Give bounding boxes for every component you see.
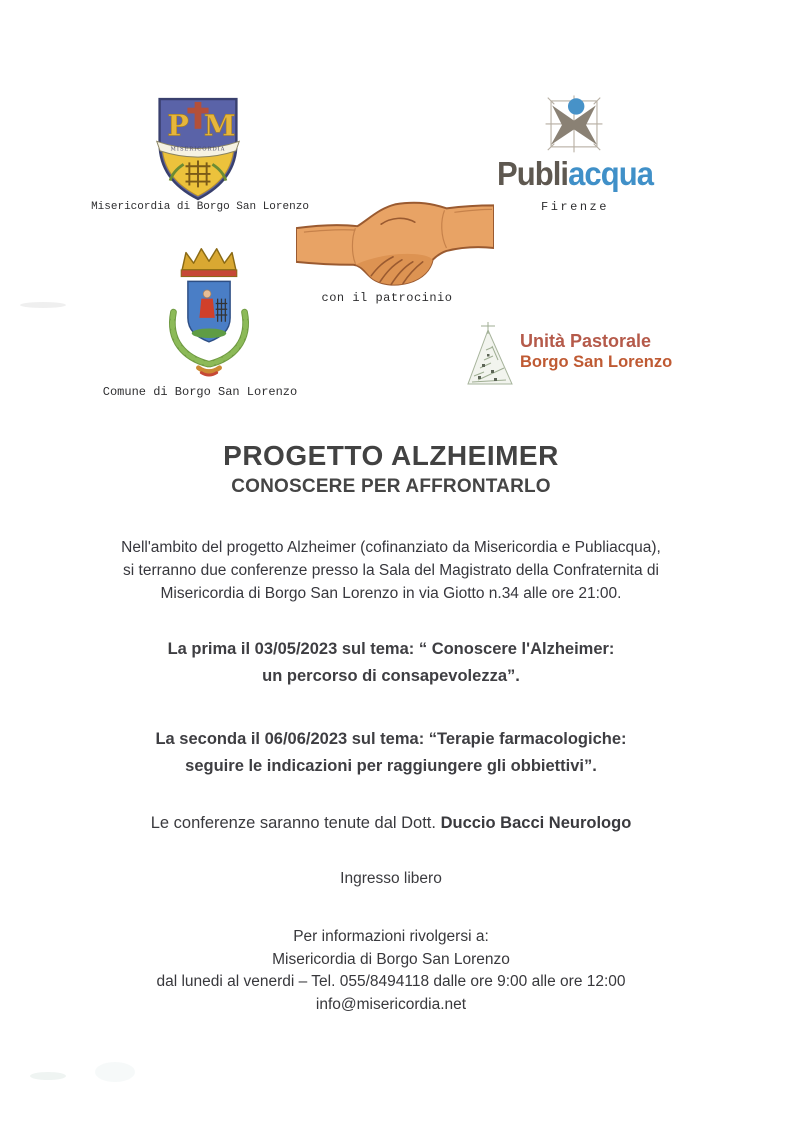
speaker-line bbox=[10, 814, 772, 833]
publiacqua-word-blue: acqua bbox=[568, 155, 654, 192]
publiacqua-logo-icon bbox=[539, 92, 609, 158]
patronage-label: con il patrocinio bbox=[321, 291, 453, 305]
unita-pastorale-line1: Unità Pastorale bbox=[520, 331, 652, 351]
scan-artifact bbox=[95, 1062, 135, 1082]
unita-pastorale-line2: Borgo San Lorenzo bbox=[520, 353, 673, 371]
misericordia-caption: Misericordia di Borgo San Lorenzo bbox=[91, 201, 309, 213]
misericordia-logo-icon bbox=[150, 95, 246, 201]
speaker-name: Duccio Bacci Neurologo bbox=[440, 814, 632, 832]
svg-text:P: P bbox=[167, 108, 189, 143]
conference1-paragraph bbox=[10, 636, 772, 690]
comune-logo-icon bbox=[156, 243, 262, 387]
contact-line-3: dal lunedi al venerdi – Tel. 055/8494118 dalle ore 9:00 alle ore 12:00 bbox=[156, 973, 626, 990]
intro-paragraph bbox=[10, 536, 772, 605]
publiacqua-wordmark bbox=[476, 155, 673, 193]
intro-line-2: si terranno due conferenze presso la Sala del Magistrato della Confraternita di bbox=[123, 562, 659, 579]
page-subtitle: CONOSCERE PER AFFRONTARLO bbox=[231, 476, 551, 497]
handshake-image bbox=[296, 196, 494, 292]
conference2-line-1: La seconda il 06/06/2023 sul tema: “Terapie farmacologiche: bbox=[155, 730, 627, 748]
contact-line-2: Misericordia di Borgo San Lorenzo bbox=[272, 950, 510, 968]
free-entry-label: Ingresso libero bbox=[340, 870, 442, 887]
unita-pastorale-logo-icon bbox=[458, 320, 518, 392]
page-title: PROGETTO ALZHEIMER bbox=[223, 440, 559, 471]
conference1-line-2: un percorso di consapevolezza”. bbox=[262, 667, 520, 685]
speaker-prefix: Le conferenze saranno tenute dal Dott. bbox=[150, 814, 441, 832]
conference2-line-2: seguire le indicazioni per raggiungere gli obbiettivi”. bbox=[185, 757, 597, 775]
svg-text:MISERICORDIA: MISERICORDIA bbox=[170, 146, 226, 153]
scan-artifact bbox=[20, 302, 66, 308]
conference1-line-1: La prima il 03/05/2023 sul tema: “ Conoscere l'Alzheimer: bbox=[167, 640, 615, 658]
publiacqua-word-dark: Publi bbox=[496, 155, 569, 192]
contact-email: info@misericordia.net bbox=[315, 995, 467, 1013]
svg-text:M: M bbox=[203, 108, 236, 143]
unita-pastorale-wordmark bbox=[520, 330, 672, 372]
comune-caption: Comune di Borgo San Lorenzo bbox=[102, 385, 298, 399]
contact-line-1: Per informazioni rivolgersi a: bbox=[293, 928, 489, 945]
publiacqua-city-label: Firenze bbox=[541, 200, 609, 214]
conference2-paragraph bbox=[10, 726, 772, 780]
intro-line-1: Nell'ambito del progetto Alzheimer (cofinanziato da Misericordia e Publiacqua), bbox=[121, 539, 661, 556]
contact-block bbox=[10, 926, 772, 1016]
intro-line-3: Misericordia di Borgo San Lorenzo in via Giotto n.34 alle ore 21:00. bbox=[160, 585, 622, 602]
scan-artifact bbox=[30, 1072, 66, 1080]
